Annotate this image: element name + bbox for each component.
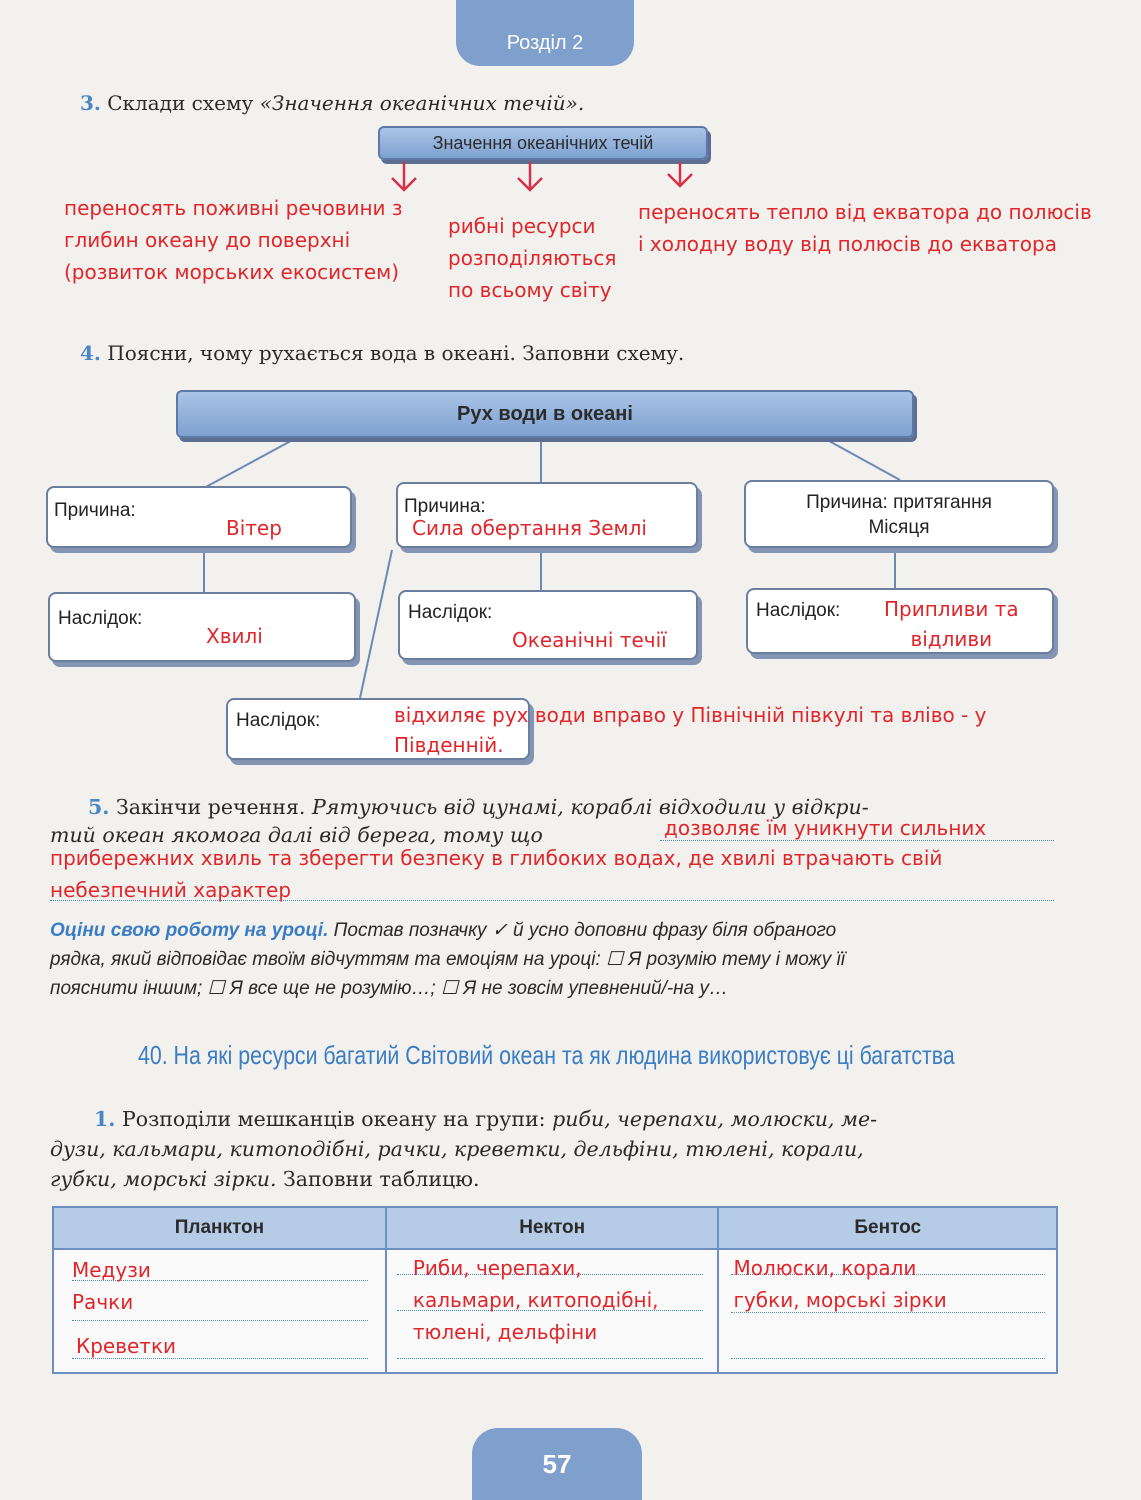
task1-italic-1: риби, черепахи, молюски, ме- xyxy=(552,1107,877,1131)
task5-text: Закінчи речення. xyxy=(115,795,306,819)
task-number: 5. xyxy=(88,795,110,819)
water-motion-title: Рух води в океані xyxy=(176,390,914,438)
table-header: Нектон xyxy=(386,1207,719,1249)
cause1-answer: Вітер xyxy=(226,516,282,540)
evaluation-line-1: Постав позначку ✓ й усно доповни фразу біля обраного xyxy=(328,920,837,941)
task-number: 4. xyxy=(80,341,101,365)
table-cell-nekton xyxy=(386,1249,719,1373)
table-header: Планктон xyxy=(53,1207,386,1249)
evaluation-line-3: пояснити іншим; ☐ Я все ще не розумію…; ☐ Я не зовсім упевнений/-на у… xyxy=(50,978,728,999)
answer-line xyxy=(660,840,1054,841)
task1-line-3 xyxy=(50,1164,480,1195)
task5-answer-3: небезпечний характер xyxy=(50,878,292,902)
ocean-inhabitants-table xyxy=(52,1206,1058,1374)
effect1-answer: Хвилі xyxy=(206,624,263,648)
task1-italic-2: дузи, кальмари, китоподібні, рачки, креветки, дельфіни, тюлені, корали, xyxy=(50,1137,864,1161)
cause-box-3 xyxy=(744,480,1054,548)
effect4-answer: відхиляє рух води вправо у Північній півкулі та вліво - у Південній. xyxy=(394,703,987,757)
cause2-answer: Сила обертання Землі xyxy=(412,516,647,540)
task5-italic-2: тий океан якомога далі від берега, тому що xyxy=(50,823,543,847)
table-entry: Рачки xyxy=(72,1290,134,1314)
table-entry: Молюски, корали губки, морські зірки xyxy=(733,1256,947,1312)
table-entry: Креветки xyxy=(76,1334,177,1358)
task5-answer-2: прибережних хвиль та зберегти безпеку в глибоких водах, де хвилі втрачають свій xyxy=(50,846,943,870)
table-cell-plankton xyxy=(53,1249,386,1373)
table-entry: Медузи xyxy=(72,1258,151,1282)
effect-box-2 xyxy=(398,590,698,660)
effect-label: Наслідок: xyxy=(756,600,841,621)
currents-answer-2: рибні ресурси розподіляються по всьому світу xyxy=(448,214,617,302)
effect2-answer: Океанічні течії xyxy=(512,628,667,652)
task5-answer-1: дозволяє їм уникнути сильних xyxy=(664,816,987,840)
currents-answer-1: переносять поживні речовини з глибин океану до поверхні (розвиток морських екосистем) xyxy=(64,196,403,284)
cause-label: Причина: xyxy=(54,500,136,521)
effect-label: Наслідок: xyxy=(236,710,321,731)
task5-italic-1: Рятуючись від цунамі, кораблі відходили у відкри- xyxy=(311,795,869,819)
currents-diagram-title: Значення океанічних течій xyxy=(378,126,708,160)
self-evaluation xyxy=(50,916,1070,1003)
section-tab: Розділ 2 xyxy=(456,0,634,66)
cause-label: Причина: xyxy=(404,496,486,517)
task1-prompt xyxy=(94,1104,1064,1135)
effect-label: Наслідок: xyxy=(408,602,493,623)
cause-box-2 xyxy=(396,482,698,548)
task3-italic: «Значення океанічних течій». xyxy=(259,91,585,115)
cause-box-1 xyxy=(46,486,352,548)
table-header: Бентос xyxy=(718,1207,1057,1249)
effect-label: Наслідок: xyxy=(58,608,143,629)
table-cell-benthos xyxy=(718,1249,1057,1373)
evaluation-lead: Оціни свою роботу на уроці. xyxy=(50,920,329,941)
cause3-label: Причина: притягання Місяця xyxy=(806,492,992,538)
page-number: 57 xyxy=(472,1428,642,1500)
task4-text: Поясни, чому рухається вода в океані. Заповни схему. xyxy=(107,341,685,365)
currents-answer-3: переносять тепло від екватора до полюсів і холодну воду від полюсів до екватора xyxy=(638,200,1092,256)
effect-box-3 xyxy=(746,588,1054,654)
task-number: 3. xyxy=(80,91,101,115)
task1-text: Розподіли мешканців океану на групи: xyxy=(121,1107,553,1131)
chapter-title: 40. На які ресурси багатий Світовий океан та як людина використовує ці багатства xyxy=(138,1040,955,1070)
task1-text-2: Заповни таблицю. xyxy=(276,1167,480,1191)
evaluation-line-2: рядка, який відповідає твоїм відчуттям та емоціям на уроці: ☐ Я розумію тему і можу її xyxy=(50,949,845,970)
task-number: 1. xyxy=(94,1107,116,1131)
effect3-answer: Припливи та відливи xyxy=(884,597,1019,651)
task1-italic-3: губки, морські зірки. xyxy=(50,1167,277,1191)
effect-box-1 xyxy=(48,592,356,662)
task3-text: Склади схему xyxy=(107,91,260,115)
table-entry: Риби, черепахи, кальмари, китоподібні, тюлені, дельфіни xyxy=(412,1256,659,1344)
